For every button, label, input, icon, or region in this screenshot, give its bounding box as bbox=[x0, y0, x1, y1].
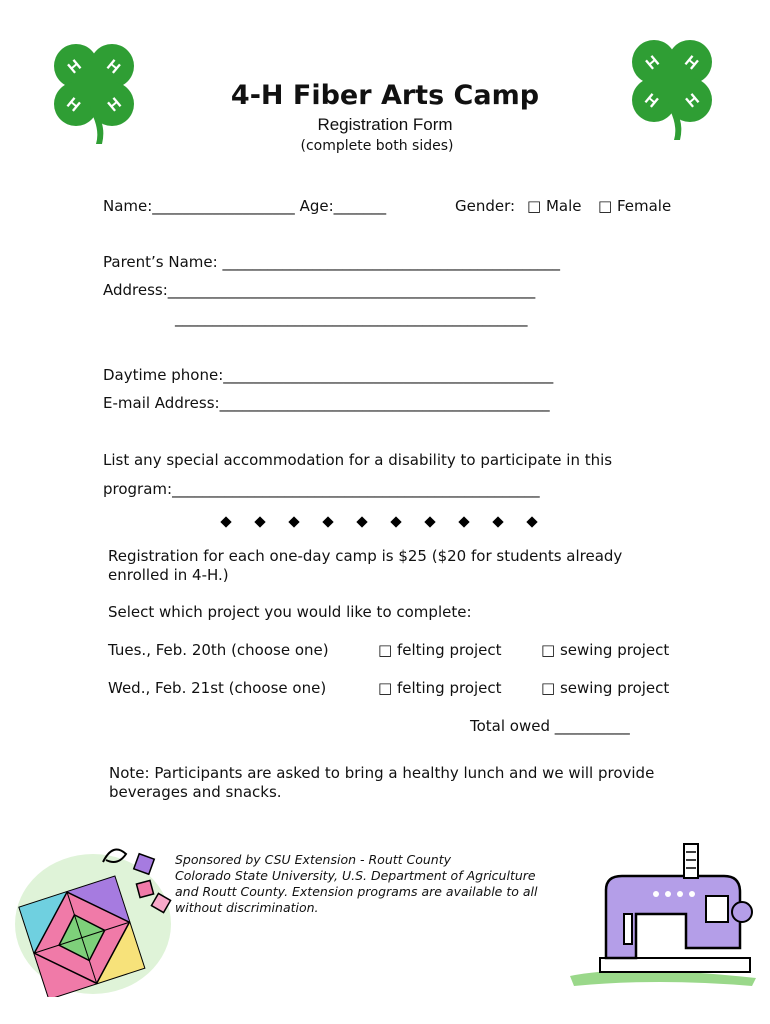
parent-name-field[interactable]: Parent’s Name: _____________________________________________ bbox=[103, 253, 560, 271]
diamond-icon bbox=[492, 516, 503, 527]
wednesday-felting-checkbox[interactable]: □ felting project bbox=[378, 679, 502, 697]
tuesday-label: Tues., Feb. 20th (choose one) bbox=[108, 641, 329, 659]
complete-both-sides-note: (complete both sides) bbox=[300, 138, 454, 154]
wednesday-sewing-checkbox[interactable]: □ sewing project bbox=[541, 679, 670, 697]
svg-text:H: H bbox=[681, 52, 701, 74]
tuesday-sewing-checkbox[interactable]: □ sewing project bbox=[541, 641, 670, 659]
quilt-clipart-icon bbox=[8, 832, 178, 997]
fee-text-line-1: Registration for each one-day camp is $25 ($20 for students already bbox=[108, 547, 623, 565]
diamond-icon bbox=[424, 516, 435, 527]
accommodation-prompt: List any special accommodation for a disability to participate in this bbox=[103, 451, 613, 469]
name-age-field[interactable]: Name:___________________ Age:_______ bbox=[103, 197, 387, 215]
sponsor-line-1: Sponsored by CSU Extension - Routt County bbox=[175, 852, 452, 867]
page-title: 4-H Fiber Arts Camp bbox=[230, 80, 540, 111]
lunch-note-line-2: beverages and snacks. bbox=[109, 783, 282, 801]
page-subtitle: Registration Form bbox=[317, 115, 453, 134]
diamond-icon bbox=[458, 516, 469, 527]
sponsor-line-3: and Routt County. Extension programs are available to all bbox=[175, 884, 538, 899]
select-project-prompt: Select which project you would like to complete: bbox=[108, 603, 472, 621]
address-field[interactable]: Address:_________________________________________________ bbox=[103, 281, 536, 299]
fee-text-line-2: enrolled in 4-H.) bbox=[108, 566, 229, 584]
svg-text:H: H bbox=[63, 94, 83, 116]
diamond-icon bbox=[356, 516, 367, 527]
diamond-icon bbox=[254, 516, 265, 527]
svg-text:H: H bbox=[643, 52, 663, 74]
svg-text:H: H bbox=[683, 90, 703, 112]
diamond-icon bbox=[390, 516, 401, 527]
diamond-icon bbox=[526, 516, 537, 527]
sewing-machine-icon bbox=[566, 838, 762, 988]
email-address-field[interactable]: E-mail Address:____________________________________________ bbox=[103, 394, 550, 412]
daytime-phone-field[interactable]: Daytime phone:____________________________________________ bbox=[103, 366, 554, 384]
svg-text:H: H bbox=[103, 56, 123, 78]
accommodation-field[interactable]: program:_________________________________________________ bbox=[103, 480, 540, 498]
gender-label: Gender: bbox=[455, 197, 516, 215]
lunch-note-line-1: Note: Participants are asked to bring a healthy lunch and we will provide bbox=[109, 764, 655, 782]
female-checkbox[interactable]: □ Female bbox=[598, 197, 672, 215]
sponsor-line-2: Colorado State University, U.S. Department of Agriculture bbox=[175, 868, 536, 883]
svg-text:H: H bbox=[65, 56, 85, 78]
diamond-icon bbox=[288, 516, 299, 527]
diamond-icon bbox=[322, 516, 333, 527]
male-checkbox[interactable]: □ Male bbox=[527, 197, 582, 215]
diamond-icon bbox=[220, 516, 231, 527]
wednesday-label: Wed., Feb. 21st (choose one) bbox=[108, 679, 327, 697]
tuesday-felting-checkbox[interactable]: □ felting project bbox=[378, 641, 502, 659]
address-field-line-2[interactable]: _______________________________________________ bbox=[175, 309, 528, 327]
svg-text:H: H bbox=[641, 90, 661, 112]
total-owed-field[interactable]: Total owed __________ bbox=[470, 717, 630, 735]
sponsor-line-4: without discrimination. bbox=[175, 900, 319, 915]
svg-text:H: H bbox=[105, 94, 125, 116]
